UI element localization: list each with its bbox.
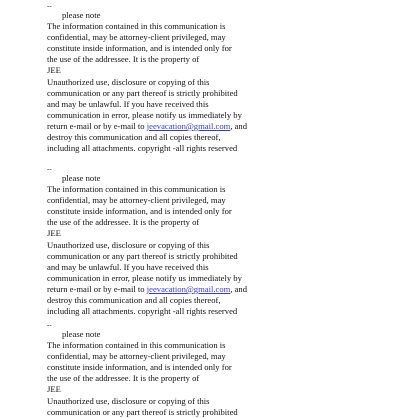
email-suffix-text: , and: [230, 283, 248, 294]
email-prefix-text: return e-mail or by e-mail to: [47, 283, 147, 294]
disclaimer-line: and may be unlawful. If you have received this: [47, 98, 209, 109]
disclaimer-block: [47, 2, 392, 154]
disclaimer-line: communication or any part thereof is strictly prohibited: [47, 406, 238, 417]
disclaimer-line: constitute inside information, and is intended only for: [47, 362, 232, 373]
email-prefix-text: return e-mail or by e-mail to: [47, 120, 147, 131]
disclaimer-line: JEE: [47, 228, 61, 239]
signature-separator: --: [47, 2, 52, 10]
disclaimer-line: confidential, may be attorney-client privileged, may: [47, 195, 226, 206]
disclaimer-line: Unauthorized use, disclosure or copying of this: [47, 239, 210, 250]
email-link[interactable]: jeevacation@gmail.com: [146, 283, 231, 294]
disclaimer-line: communication or any part thereof is strictly prohibited: [47, 87, 238, 98]
disclaimer-email-line: [47, 121, 392, 132]
disclaimer-line: communication or any part thereof is strictly prohibited: [47, 250, 238, 261]
disclaimer-line: communication in error, please notify us immediately by: [47, 109, 242, 120]
signature-separator: --: [47, 165, 52, 173]
disclaimer-block: [47, 165, 392, 317]
email-suffix-text: , and: [230, 120, 248, 131]
signature-separator: --: [47, 321, 52, 329]
disclaimer-line: the use of the addressee. It is the property of: [47, 54, 200, 65]
please-note-heading: please note: [62, 173, 101, 183]
disclaimer-line: communication in error, please notify us immediately by: [47, 272, 242, 283]
disclaimer-line: the use of the addressee. It is the property of: [47, 217, 200, 228]
disclaimer-block: [47, 321, 392, 418]
disclaimer-line: destroy this communication and all copies thereof,: [47, 295, 221, 306]
disclaimer-line: The information contained in this communication is: [47, 340, 226, 351]
disclaimer-line: destroy this communication and all copies thereof,: [47, 132, 221, 143]
email-link[interactable]: jeevacation@gmail.com: [146, 120, 231, 131]
please-note-heading: please note: [62, 10, 101, 20]
disclaimer-line: confidential, may be attorney-client privileged, may: [47, 32, 226, 43]
disclaimer-line: including all attachments. copyright -all rights reserved: [47, 143, 238, 154]
disclaimer-email-line: [47, 284, 392, 295]
disclaimer-line: constitute inside information, and is intended only for: [47, 206, 232, 217]
disclaimer-line: Unauthorized use, disclosure or copying of this: [47, 395, 210, 406]
disclaimer-line: The information contained in this communication is: [47, 184, 226, 195]
please-note-heading: please note: [62, 329, 101, 339]
disclaimer-line: confidential, may be attorney-client privileged, may: [47, 351, 226, 362]
disclaimer-line: the use of the addressee. It is the property of: [47, 373, 200, 384]
disclaimer-line: including all attachments. copyright -all rights reserved: [47, 306, 238, 317]
disclaimer-line: The information contained in this communication is: [47, 21, 226, 32]
disclaimer-line: JEE: [47, 65, 61, 76]
disclaimer-line: and may be unlawful. If you have received this: [47, 261, 209, 272]
disclaimer-line: constitute inside information, and is intended only for: [47, 43, 232, 54]
disclaimer-line: JEE: [47, 384, 61, 395]
disclaimer-line: Unauthorized use, disclosure or copying of this: [47, 76, 210, 87]
